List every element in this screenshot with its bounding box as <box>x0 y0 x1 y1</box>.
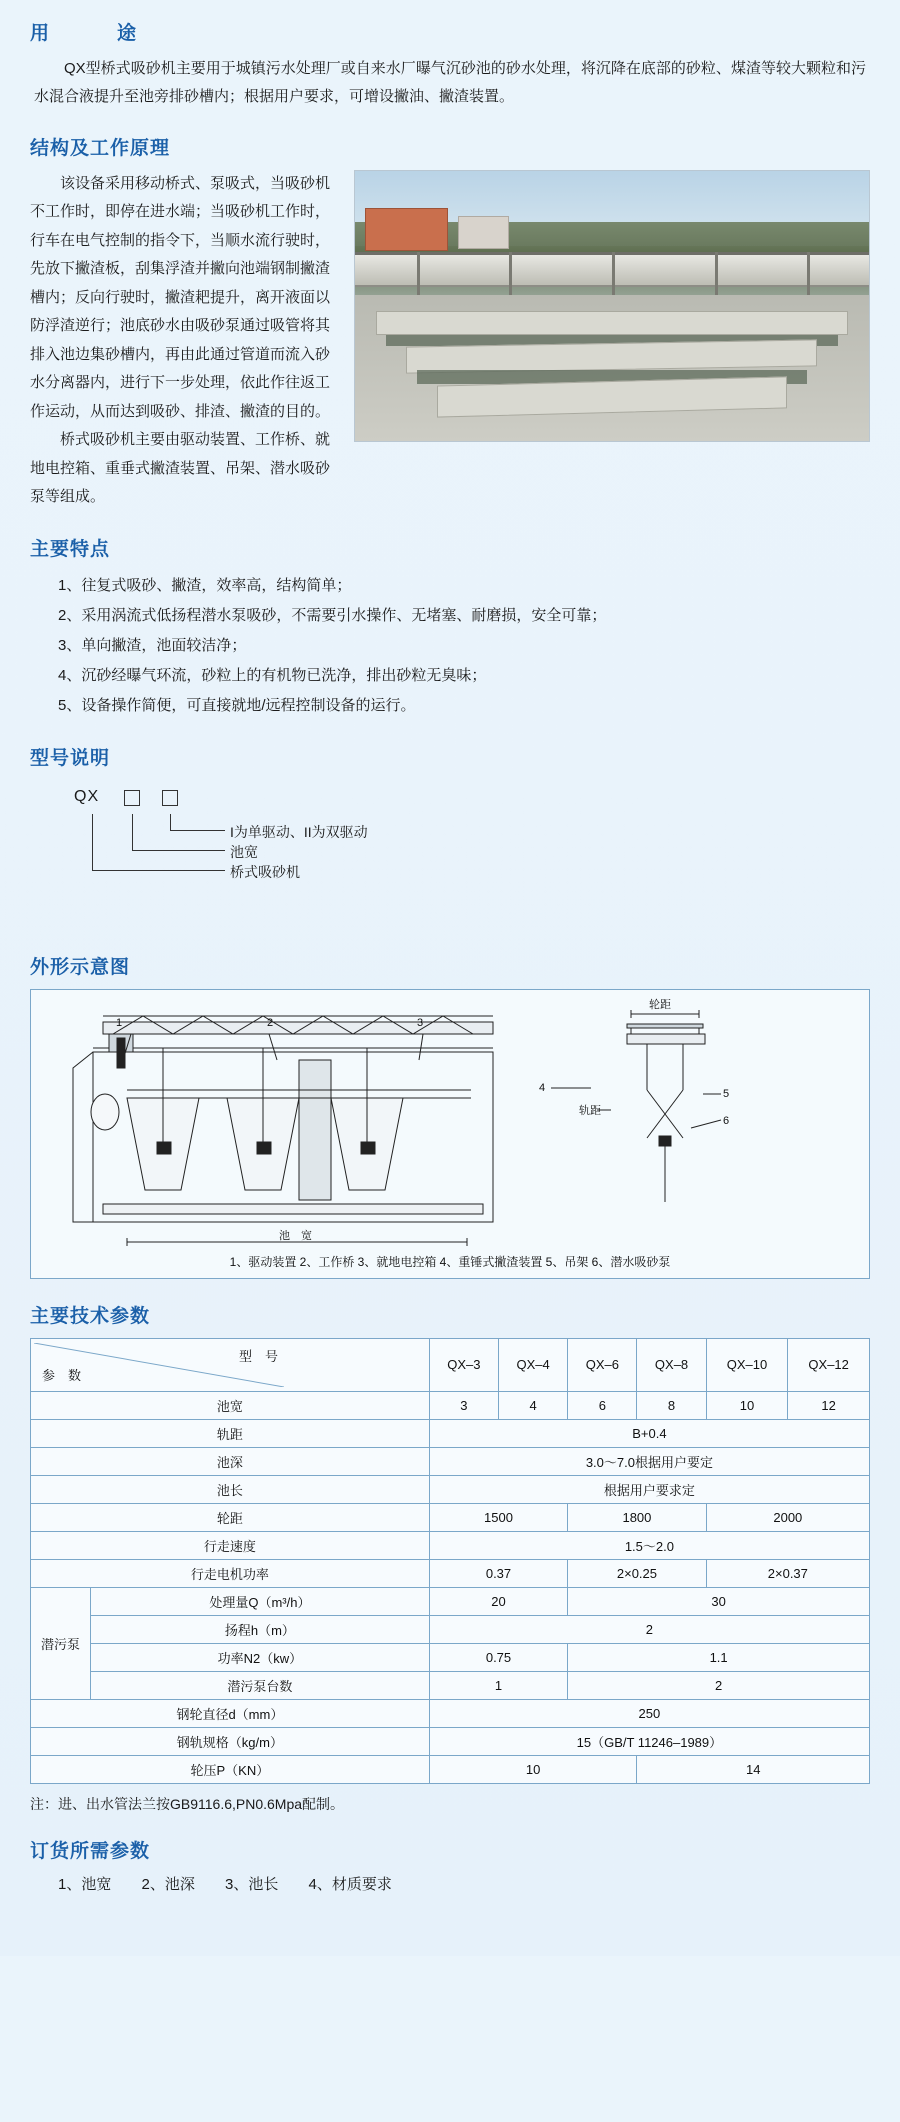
model-prefix: QX <box>74 787 100 805</box>
cell: 2×0.37 <box>706 1559 869 1587</box>
row-label: 扬程h（m） <box>91 1615 430 1643</box>
cell: 1800 <box>568 1503 706 1531</box>
svg-text:2: 2 <box>267 1016 274 1029</box>
table-row <box>31 1447 870 1475</box>
model-header: QX–10 <box>706 1338 788 1391</box>
model-header: QX–4 <box>499 1338 568 1391</box>
cell: 0.75 <box>429 1643 567 1671</box>
cell: 3.0～7.0根据用户要定 <box>429 1447 869 1475</box>
table-row <box>31 1671 870 1699</box>
cell: 1.5～2.0 <box>429 1531 869 1559</box>
cell: 根据用户要求定 <box>429 1475 869 1503</box>
cell: 15（GB/T 11246–1989） <box>429 1727 869 1755</box>
features-title: 主要特点 <box>30 538 111 560</box>
pump-group-label: 潜污泵 <box>31 1587 91 1699</box>
row-label: 行走速度 <box>31 1531 430 1559</box>
svg-text:轨距: 轨距 <box>579 1104 601 1117</box>
cell: 1500 <box>429 1503 567 1531</box>
structure-paragraph-1: 该设备采用移动桥式、泵吸式，当吸砂机不工作时，即停在进水端；当吸砂机工作时，行车在电气控制的指令下，当顺水流行驶时，先放下撇渣板，刮集浮渣并撇向池端钢制撇渣槽内；反向行驶时，撇渣耙提升，离开液面以防浮渣逆行；池底砂水由吸砂泵通过吸管将其排入池边集砂槽内，再由此通过管道而流入砂水分离器内，进行下一步处理，依此作往返工作运动，从而达到吸砂、排渣、撇渣的目的。 <box>30 174 331 420</box>
svg-text:轮距: 轮距 <box>649 998 671 1011</box>
order-items <box>30 1873 870 1894</box>
cell: 4 <box>499 1391 568 1419</box>
svg-text:4: 4 <box>539 1081 546 1094</box>
row-label: 轨距 <box>31 1419 430 1447</box>
table-header-row <box>31 1338 870 1391</box>
cell: 250 <box>429 1699 869 1727</box>
section-features <box>30 534 870 721</box>
section-spec <box>30 1301 870 1814</box>
row-label: 池宽 <box>31 1391 430 1419</box>
row-label: 池长 <box>31 1475 430 1503</box>
outline-title: 外形示意图 <box>30 956 131 978</box>
list-item: 4、材质要求 <box>308 1875 392 1893</box>
equipment-photo <box>354 170 870 442</box>
row-label: 潜污泵台数 <box>91 1671 430 1699</box>
cell: 1 <box>429 1671 567 1699</box>
table-row <box>31 1531 870 1559</box>
row-label: 轮距 <box>31 1503 430 1531</box>
table-row <box>31 1727 870 1755</box>
svg-text:6: 6 <box>723 1114 730 1127</box>
list-item: 1、往复式吸砂、撇渣，效率高，结构简单； <box>58 576 352 594</box>
model-header: QX–3 <box>429 1338 498 1391</box>
table-row <box>31 1699 870 1727</box>
spec-note: 注：进、出水管法兰按GB9116.6,PN0.6Mpa配制。 <box>30 1795 345 1812</box>
cell: 2×0.25 <box>568 1559 706 1587</box>
model-label-drive: I为单驱动、II为双驱动 <box>230 823 368 840</box>
cell: 14 <box>637 1755 870 1783</box>
section-model-code <box>30 743 870 930</box>
cell: 2000 <box>706 1503 869 1531</box>
structure-paragraph-2: 桥式吸砂机主要由驱动装置、工作桥、就地电控箱、重垂式撇渣装置、吊架、潜水吸砂泵等组成。 <box>30 431 331 505</box>
row-label: 功率N2（kw） <box>91 1643 430 1671</box>
model-label-width: 池宽 <box>230 843 258 860</box>
row-label: 钢轨规格（kg/m） <box>31 1727 430 1755</box>
cell: 0.37 <box>429 1559 567 1587</box>
row-label: 处理量Q（m³/h） <box>91 1587 430 1615</box>
table-row <box>31 1587 870 1615</box>
svg-text:池 宽: 池 宽 <box>279 1229 312 1242</box>
list-item: 1、池宽 <box>58 1875 112 1893</box>
outline-caption: 1、驱动装置 2、工作桥 3、就地电控箱 4、重锤式撇渣装置 5、吊架 6、潜水吸砂泵 <box>229 1254 671 1269</box>
table-row <box>31 1559 870 1587</box>
list-item: 2、池深 <box>141 1875 195 1893</box>
model-box-2 <box>162 790 178 806</box>
spec-title: 主要技术参数 <box>30 1305 151 1327</box>
row-label: 轮压P（KN） <box>31 1755 430 1783</box>
cell: 8 <box>637 1391 706 1419</box>
model-header: QX–12 <box>788 1338 870 1391</box>
list-item: 4、沉砂经曝气环流，砂粒上的有机物已洗净，排出砂粒无臭味； <box>58 666 487 684</box>
structure-title: 结构及工作原理 <box>30 137 171 159</box>
table-corner-cell <box>31 1338 430 1391</box>
model-box-1 <box>124 790 140 806</box>
row-label: 池深 <box>31 1447 430 1475</box>
table-row <box>31 1475 870 1503</box>
table-row <box>31 1391 870 1419</box>
cell: 1.1 <box>568 1643 870 1671</box>
outline-drawing <box>31 990 869 1279</box>
cell: 3 <box>429 1391 498 1419</box>
cell: 10 <box>706 1391 788 1419</box>
model-title: 型号说明 <box>30 747 111 769</box>
section-outline <box>30 952 870 1279</box>
section-order <box>30 1836 870 1894</box>
features-list <box>30 571 870 721</box>
table-row <box>31 1419 870 1447</box>
list-item: 2、采用涡流式低扬程潜水泵吸砂，不需要引水操作、无堵塞、耐磨损，安全可靠； <box>58 606 607 624</box>
cell: B+0.4 <box>429 1419 869 1447</box>
cell: 12 <box>788 1391 870 1419</box>
row-label: 钢轮直径d（mm） <box>31 1699 430 1727</box>
cell: 2 <box>568 1671 870 1699</box>
spec-table <box>30 1338 870 1784</box>
row-label: 行走电机功率 <box>31 1559 430 1587</box>
list-item: 3、池长 <box>225 1875 279 1893</box>
model-code-diagram <box>30 780 870 930</box>
corner-bottom-left: 参 数 <box>42 1367 82 1383</box>
order-title: 订货所需参数 <box>30 1840 151 1862</box>
model-header: QX–6 <box>568 1338 637 1391</box>
list-item: 5、设备操作简便，可直接就地/远程控制设备的运行。 <box>58 696 416 714</box>
svg-text:3: 3 <box>417 1016 424 1029</box>
list-item: 3、单向撇渣，池面较洁净； <box>58 636 247 654</box>
table-row <box>31 1503 870 1531</box>
section-purpose <box>30 18 870 111</box>
table-row <box>31 1615 870 1643</box>
outline-diagram <box>30 989 870 1279</box>
model-header: QX–8 <box>637 1338 706 1391</box>
section-structure <box>30 133 870 512</box>
model-label-machine: 桥式吸砂机 <box>230 863 300 880</box>
cell: 30 <box>568 1587 870 1615</box>
svg-text:5: 5 <box>723 1087 730 1100</box>
table-row <box>31 1643 870 1671</box>
table-row <box>31 1755 870 1783</box>
cell: 6 <box>568 1391 637 1419</box>
structure-text <box>30 170 340 512</box>
svg-text:1: 1 <box>116 1016 123 1029</box>
cell: 20 <box>429 1587 567 1615</box>
purpose-title: 用 途 <box>30 23 147 44</box>
cell: 2 <box>429 1615 869 1643</box>
cell: 10 <box>429 1755 637 1783</box>
corner-top-right: 型 号 <box>238 1348 278 1364</box>
purpose-text: QX型桥式吸砂机主要用于城镇污水处理厂或自来水厂曝气沉砂池的砂水处理，将沉降在底部的砂粒、煤渣等较大颗粒和污水混合液提升至池旁排砂槽内；根据用户要求，可增设撇油、撇渣装置。 <box>34 60 866 105</box>
